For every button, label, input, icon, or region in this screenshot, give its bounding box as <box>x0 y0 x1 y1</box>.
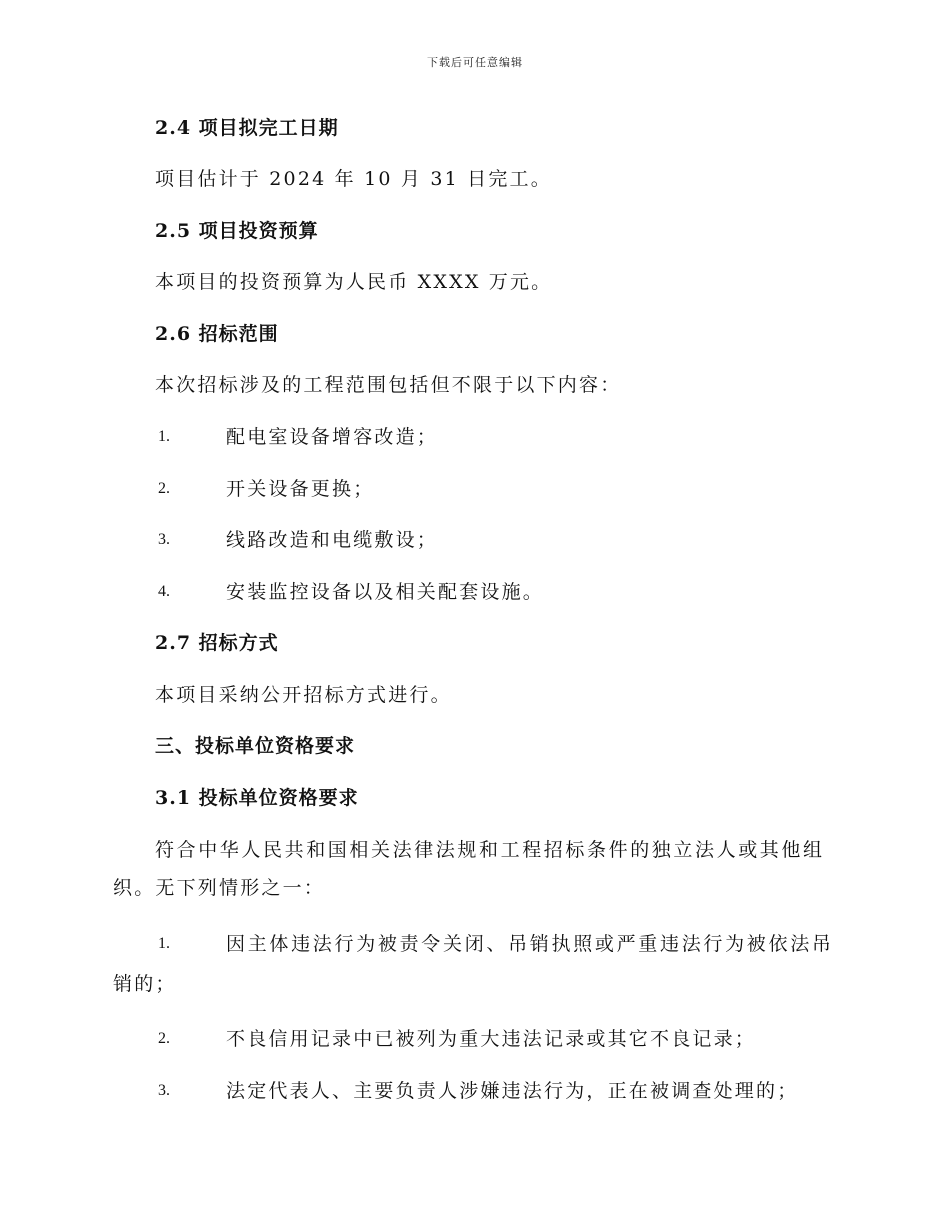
heading-2-5: 2.5 项目投资预算 <box>155 220 319 242</box>
page-header: 下载后可任意编辑 <box>427 56 523 69</box>
list-number: 1. <box>158 428 170 445</box>
list-text-continued: 销的； <box>113 973 177 995</box>
paragraph-2-5: 本项目的投资预算为人民币 XXXX 万元。 <box>155 271 553 293</box>
paragraph-2-4: 项目估计于 2024 年 10 月 31 日完工。 <box>155 168 552 190</box>
list-text: 不良信用记录中已被列为重大违法记录或其它不良记录； <box>226 1028 757 1050</box>
list-number: 2. <box>158 480 170 497</box>
heading-2-7: 2.7 招标方式 <box>155 632 279 654</box>
heading-2-4: 2.4 项目拟完工日期 <box>155 117 339 139</box>
heading-2-6: 2.6 招标范围 <box>155 323 279 345</box>
list-text: 因主体违法行为被责令关闭、吊销执照或严重违法行为被依法吊 <box>226 933 834 955</box>
list-text: 开关设备更换； <box>226 478 375 500</box>
heading-3-1: 3.1 投标单位资格要求 <box>155 787 359 809</box>
list-number: 1. <box>158 935 170 952</box>
list-number: 3. <box>158 1082 170 1099</box>
list-number: 4. <box>158 583 170 600</box>
heading-section-3: 三、投标单位资格要求 <box>155 735 356 757</box>
list-text: 配电室设备增容改造； <box>226 426 439 448</box>
paragraph-3-1-line2: 织。无下列情形之一： <box>113 877 326 899</box>
list-text: 安装监控设备以及相关配套设施。 <box>226 581 545 603</box>
paragraph-2-7: 本项目采纳公开招标方式进行。 <box>155 684 452 706</box>
paragraph-3-1-line1: 符合中华人民共和国相关法律法规和工程招标条件的独立法人或其他组 <box>155 839 825 861</box>
list-number: 2. <box>158 1030 170 1047</box>
list-text: 法定代表人、主要负责人涉嫌违法行为，正在被调查处理的； <box>226 1080 799 1102</box>
list-text: 线路改造和电缆敷设； <box>226 529 439 551</box>
paragraph-2-6-intro: 本次招标涉及的工程范围包括但不限于以下内容： <box>155 374 622 396</box>
list-number: 3. <box>158 531 170 548</box>
